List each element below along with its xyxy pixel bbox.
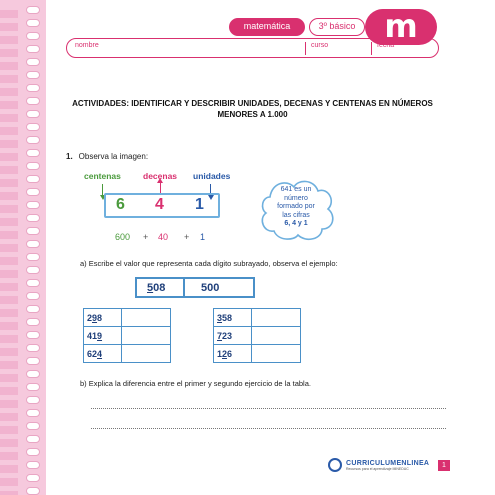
cloud-line: 6, 4 y 1: [284, 220, 308, 227]
field-separator: [305, 42, 306, 55]
hundreds-value: 600: [115, 232, 131, 242]
part-a-prompt: a) Escribe el valor que representa cada dígito subrayado, observa el ejemplo:: [80, 259, 338, 268]
binder-ring-icon: [26, 32, 40, 40]
tens-label: decenas: [143, 171, 178, 181]
strip-notch: [0, 452, 18, 460]
binder-ring-icon: [26, 422, 40, 430]
left-exercise-table: [83, 308, 171, 363]
strip-notch: [0, 49, 18, 57]
name-field-label: nombre: [75, 42, 99, 49]
number-cell: 419: [84, 327, 122, 345]
strip-notch: [0, 75, 18, 83]
example-box: [135, 277, 255, 298]
curriculum-logo-icon: [328, 458, 342, 472]
strip-notch: [0, 205, 18, 213]
strip-notch: [0, 231, 18, 239]
strip-notch: [0, 387, 18, 395]
strip-notch: [0, 413, 18, 421]
binder-ring-icon: [26, 149, 40, 157]
header-pills: [229, 17, 369, 37]
example-divider: [183, 279, 185, 296]
binder-ring-icon: [26, 214, 40, 222]
binder-ring-icon: [26, 331, 40, 339]
strip-notch: [0, 166, 18, 174]
strip-notch: [0, 114, 18, 122]
strip-notch: [0, 62, 18, 70]
strip-notch: [0, 296, 18, 304]
binder-ring-icon: [26, 97, 40, 105]
student-info-row: [66, 38, 439, 58]
table-row: [214, 327, 301, 345]
binder-ring-icon: [26, 435, 40, 443]
field-separator: [371, 42, 372, 55]
binder-ring-icon: [26, 279, 40, 287]
binder-ring-icon: [26, 58, 40, 66]
strip-notch: [0, 322, 18, 330]
strip-notch: [0, 244, 18, 252]
strip-notch: [0, 400, 18, 408]
strip-notch: [0, 374, 18, 382]
strip-notch: [0, 348, 18, 356]
table-row: [214, 309, 301, 327]
plus-sign: +: [143, 232, 149, 242]
strip-notch: [0, 309, 18, 317]
strip-notch: [0, 283, 18, 291]
binder-ring-icon: [26, 253, 40, 261]
binder-ring-icon: [26, 383, 40, 391]
strip-notch: [0, 270, 18, 278]
brand-tagline: Recursos para el aprendizaje MINEDUC: [346, 466, 409, 471]
table-row: [84, 327, 171, 345]
strip-notch: [0, 36, 18, 44]
decorative-side-strip: [0, 0, 46, 495]
example-value: 500: [201, 282, 220, 294]
answer-cell[interactable]: [252, 327, 301, 345]
answer-cell[interactable]: [122, 345, 171, 363]
answer-cell[interactable]: [252, 345, 301, 363]
question-text: Observa la imagen:: [78, 152, 149, 161]
binder-ring-icon: [26, 461, 40, 469]
table-row: [84, 309, 171, 327]
binder-ring-icon: [26, 188, 40, 196]
binder-ring-icon: [26, 136, 40, 144]
strip-notch: [0, 192, 18, 200]
binder-ring-icon: [26, 357, 40, 365]
table-row: [84, 345, 171, 363]
brand-logo-m: m: [365, 9, 437, 45]
right-exercise-table: [213, 308, 301, 363]
cloud-line: número: [284, 194, 308, 202]
binder-ring-icon: [26, 344, 40, 352]
binder-ring-icon: [26, 162, 40, 170]
date-field-label: fecha: [377, 42, 395, 49]
hundreds-arrow-icon: [102, 184, 103, 196]
binder-ring-icon: [26, 396, 40, 404]
table-row: [214, 345, 301, 363]
binder-ring-icon: [26, 123, 40, 131]
binder-ring-icon: [26, 370, 40, 378]
footer-brand: [328, 458, 429, 472]
part-b-prompt: b) Explica la diferencia entre el primer y segundo ejercicio de la tabla.: [80, 379, 311, 388]
strip-notch: [0, 179, 18, 187]
strip-notch: [0, 335, 18, 343]
cloud-line: 641 es un: [280, 186, 312, 193]
page-number: 1: [438, 460, 450, 471]
strip-notch: [0, 478, 18, 486]
binder-ring-icon: [26, 84, 40, 92]
question-1-prompt: [66, 152, 148, 161]
cloud-caption: [262, 186, 330, 229]
binder-ring-icon: [26, 201, 40, 209]
tens-value: 40: [158, 232, 169, 242]
worksheet-title: ACTIVIDADES: IDENTIFICAR Y DESCRIBIR UNIDADES, DECENAS Y CENTENAS EN NÚMEROS MENORES A 1.000: [72, 99, 433, 119]
strip-notch: [0, 23, 18, 31]
binder-ring-icon: [26, 292, 40, 300]
strip-notch: [0, 257, 18, 265]
units-digit: 1: [195, 196, 204, 213]
answer-cell[interactable]: [252, 309, 301, 327]
hundreds-digit: 6: [116, 196, 125, 213]
number-cell: 358: [214, 309, 252, 327]
binder-ring-icon: [26, 409, 40, 417]
brand-name: CURRICULUMENLINEA: [346, 459, 430, 467]
binder-ring-icon: [26, 175, 40, 183]
example-number: 508: [147, 282, 166, 294]
units-value: 1: [200, 232, 206, 242]
answer-cell[interactable]: [122, 309, 171, 327]
binder-ring-icon: [26, 19, 40, 27]
binder-ring-icon: [26, 305, 40, 313]
strip-notch: [0, 153, 18, 161]
tens-digit: 4: [155, 196, 164, 213]
binder-ring-icon: [26, 6, 40, 14]
cloud-line: las cifras: [282, 211, 310, 219]
strip-notch: [0, 127, 18, 135]
strip-notch: [0, 491, 18, 495]
strip-notch: [0, 140, 18, 148]
strip-notch: [0, 10, 18, 18]
strip-notch: [0, 439, 18, 447]
binder-ring-icon: [26, 487, 40, 495]
number-cell: 126: [214, 345, 252, 363]
binder-ring-icon: [26, 448, 40, 456]
binder-ring-icon: [26, 71, 40, 79]
strip-notch: [0, 101, 18, 109]
strip-notch: [0, 218, 18, 226]
strip-notch: [0, 88, 18, 96]
number-cell: 723: [214, 327, 252, 345]
binder-ring-icon: [26, 266, 40, 274]
hundreds-label: centenas: [84, 171, 121, 181]
binder-ring-icon: [26, 110, 40, 118]
units-label: unidades: [193, 171, 231, 181]
question-number: 1.: [66, 152, 73, 161]
strip-notch: [0, 426, 18, 434]
answer-cell[interactable]: [122, 327, 171, 345]
strip-notch: [0, 465, 18, 473]
strip-notch: [0, 361, 18, 369]
cloud-line: formado por: [277, 203, 315, 210]
answer-line[interactable]: [91, 428, 446, 429]
plus-sign: +: [184, 232, 190, 242]
binder-ring-icon: [26, 227, 40, 235]
binder-ring-icon: [26, 45, 40, 53]
number-cell: 624: [84, 345, 122, 363]
binder-ring-icon: [26, 474, 40, 482]
binder-ring-icon: [26, 240, 40, 248]
course-field-label: curso: [311, 42, 329, 49]
answer-line[interactable]: [91, 408, 446, 409]
number-cell: 298: [84, 309, 122, 327]
binder-ring-icon: [26, 318, 40, 326]
grade-pill: 3º básico: [309, 18, 365, 36]
subject-pill: matemática: [229, 18, 305, 36]
